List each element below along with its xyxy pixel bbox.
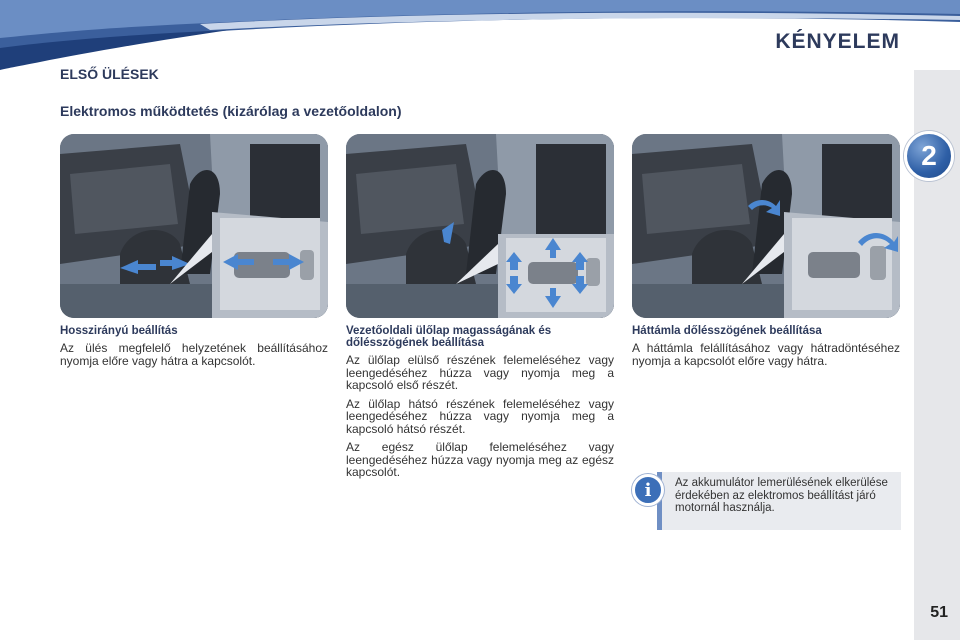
column-paragraph: A háttámla felállításához vagy hátradöntéséhez nyomja a kapcsolót előre vagy hátra. [632,341,900,368]
column-longitudinal [60,325,328,373]
seat-illustration [632,134,900,318]
seat-photo-cushion [346,134,614,318]
column-heading: Vezetőoldali ülőlap magasságának és dőlésszögének beállítása [346,325,552,349]
column-cushion [346,325,614,485]
chapter-title: KÉNYELEM [775,30,900,53]
column-heading: Háttámla dőlésszögének beállítása [632,325,822,337]
column-paragraph: Az ülés megfelelő helyzetének beállításához nyomja előre vagy hátra a kapcsolót. [60,341,328,368]
seat-photo-longitudinal [60,134,328,318]
seat-illustration [346,134,614,318]
column-paragraph: Az ülőlap elülső részének felemeléséhez vagy leengedéséhez húzza vagy nyomja meg a kapcsoló első részét. [346,353,614,392]
column-backrest [632,325,900,373]
seat-photo-backrest [632,134,900,318]
page-number: 51 [930,604,948,621]
seat-illustration [60,134,328,318]
info-icon: i [632,474,664,506]
info-text: Az akkumulátor lemerülésének elkerülése érdekében az elektromos beállítást járó motornál használja. [675,477,888,514]
column-paragraph: Az egész ülőlap felemeléséhez vagy leengedéséhez húzza vagy nyomja meg az egész kapcsolót. [346,440,614,479]
section-subtitle: Elektromos működtetés (kizárólag a vezetőoldalon) [60,103,402,119]
section-title: ELSŐ ÜLÉSEK [60,66,159,82]
column-heading: Hosszirányú beállítás [60,325,178,337]
chapter-badge: 2 [904,131,954,181]
column-paragraph: Az ülőlap hátsó részének felemeléséhez vagy leengedéséhez húzza vagy nyomja meg a kapcsoló hátsó részét. [346,396,614,436]
